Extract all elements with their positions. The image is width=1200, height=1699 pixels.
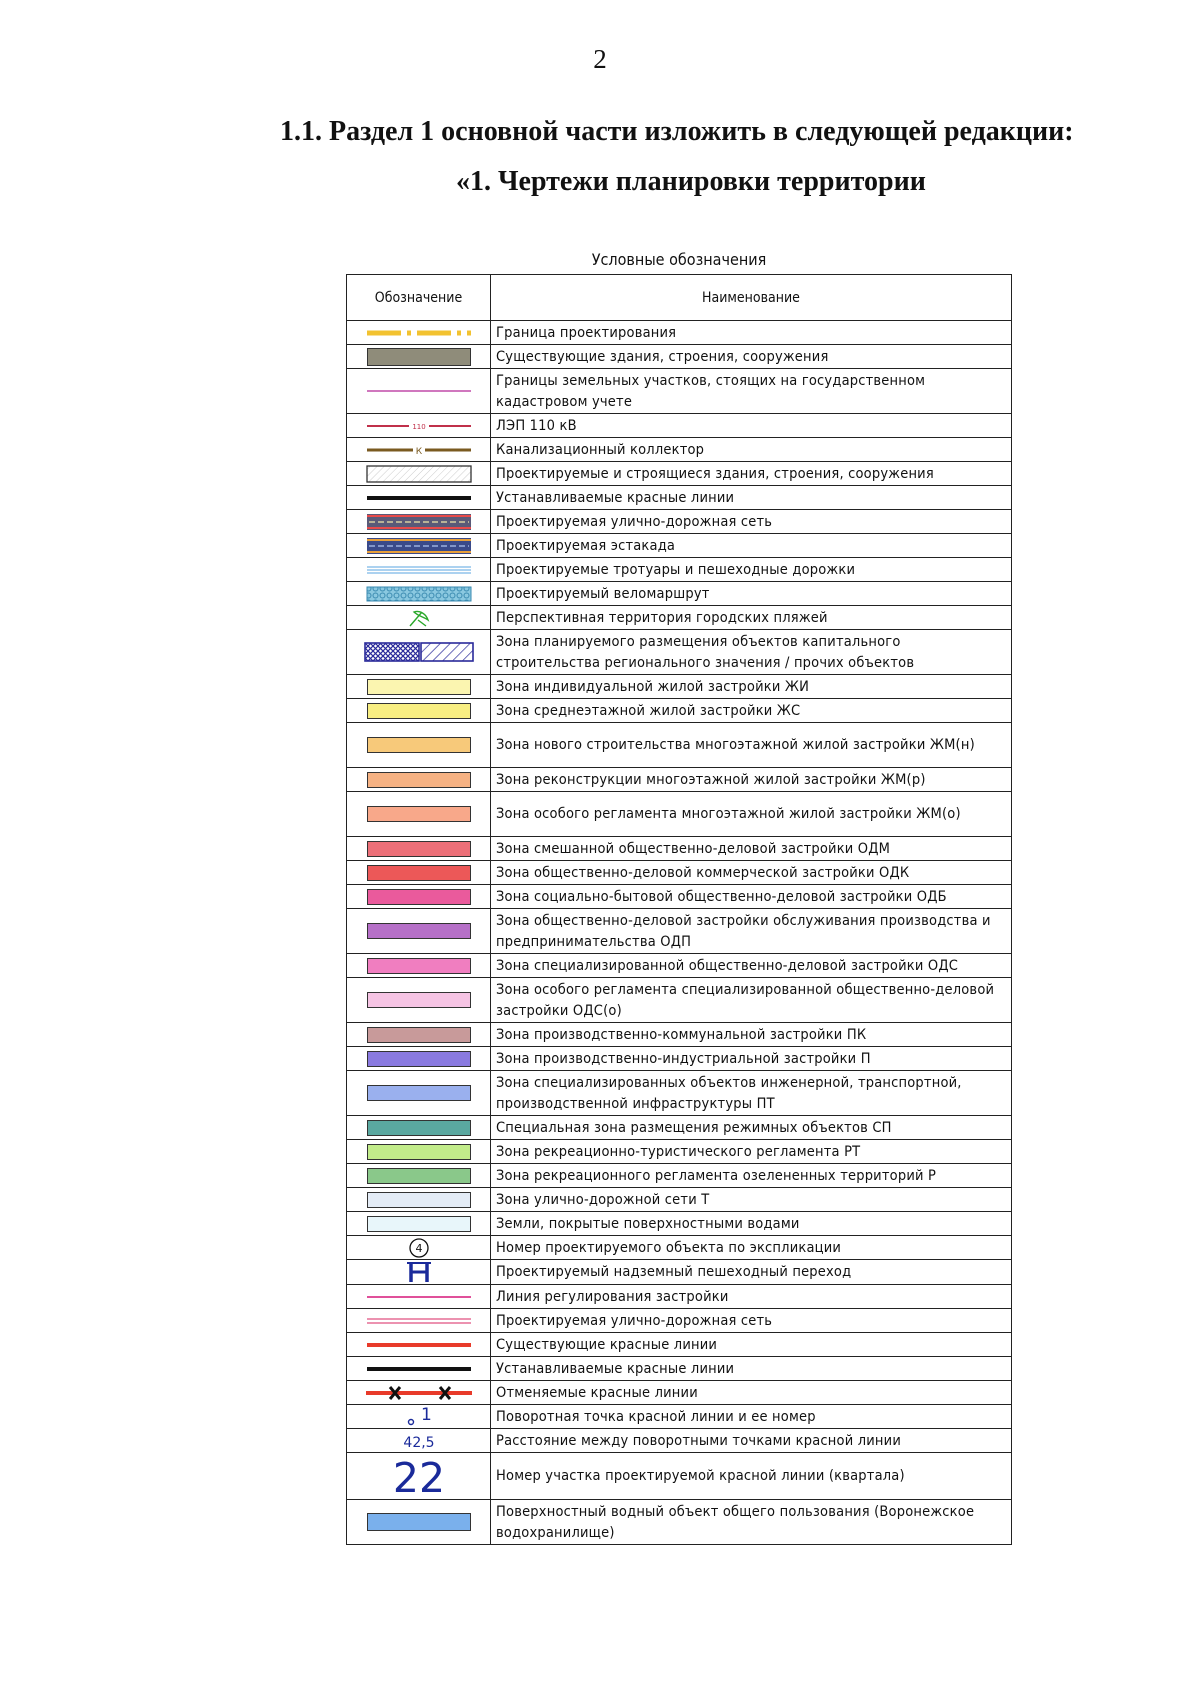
- legend-label: Зона производственно-индустриальной застройки П: [491, 1047, 1012, 1071]
- zone-color-swatch: [367, 958, 471, 974]
- legend-row: [347, 1453, 1012, 1500]
- legend-row: [347, 909, 1012, 954]
- legend-label: Поверхностный водный объект общего пользования (Воронежское водохранилище): [491, 1500, 1012, 1545]
- legend-label: Проектируемая улично-дорожная сеть: [491, 1309, 1012, 1333]
- legend-row: [347, 345, 1012, 369]
- legend-symbol-cell: [347, 462, 491, 486]
- legend-label: ЛЭП 110 кВ: [491, 414, 1012, 438]
- legend-symbol-cell: [347, 699, 491, 723]
- line-regulation-symbol: [365, 1292, 473, 1302]
- swatch-water-symbol: [367, 1513, 471, 1531]
- zone-color-swatch: [367, 1144, 471, 1160]
- legend-symbol-cell: [347, 1405, 491, 1429]
- legend-label: Зона социально-бытовой общественно-деловой застройки ОДБ: [491, 885, 1012, 909]
- pedestrian-bridge-icon: [404, 1260, 434, 1284]
- legend-label: Граница проектирования: [491, 321, 1012, 345]
- legend-row: [347, 534, 1012, 558]
- legend-row: [347, 462, 1012, 486]
- pattern-bike-symbol: [365, 585, 473, 603]
- legend-row: [347, 606, 1012, 630]
- legend-col-symbol: Обозначение: [347, 275, 491, 321]
- pattern-capital-symbol: [363, 641, 475, 663]
- boundary-dashed-yellow-symbol: [365, 326, 473, 340]
- legend-row: [347, 414, 1012, 438]
- zone-color-swatch: [367, 1120, 471, 1136]
- circled-number-symbol: [406, 1237, 432, 1259]
- legend-row: [347, 1500, 1012, 1545]
- legend-label: Линия регулирования застройки: [491, 1285, 1012, 1309]
- legend-symbol-cell: [347, 1236, 491, 1260]
- legend-row: [347, 1188, 1012, 1212]
- svg-text:4: 4: [415, 1241, 422, 1255]
- legend-row: [347, 885, 1012, 909]
- legend-table: [346, 274, 1012, 1545]
- swatch-projected-buildings-symbol: [365, 464, 473, 484]
- legend-row: [347, 861, 1012, 885]
- zone-color-swatch: [367, 737, 471, 753]
- legend-symbol-cell: [347, 1188, 491, 1212]
- legend-label: Канализационный коллектор: [491, 438, 1012, 462]
- legend-header-row: [347, 275, 1012, 321]
- legend-label: Отменяемые красные линии: [491, 1381, 1012, 1405]
- beach-icon: [404, 608, 434, 628]
- pattern-overpass-symbol: [365, 536, 473, 556]
- legend-label: Специальная зона размещения режимных объектов СП: [491, 1116, 1012, 1140]
- legend-row: [347, 1212, 1012, 1236]
- page-number: 2: [593, 44, 607, 74]
- legend-body: [347, 321, 1012, 1545]
- legend-row: [347, 699, 1012, 723]
- legend-label: Границы земельных участков, стоящих на государственном кадастровом учете: [491, 369, 1012, 414]
- distance-label-symbol: [394, 1431, 444, 1451]
- section-title: «1. Чертежи планировки территории: [456, 166, 926, 197]
- line-double-pink-symbol: [365, 1315, 473, 1327]
- legend-symbol-cell: [347, 321, 491, 345]
- zone-color-swatch: [367, 889, 471, 905]
- legend-label: Номер проектируемого объекта по экспликации: [491, 1236, 1012, 1260]
- line-sewer-symbol: [365, 444, 473, 456]
- zone-color-swatch: [367, 1216, 471, 1232]
- svg-text:110: 110: [411, 422, 426, 431]
- legend-row: [347, 1309, 1012, 1333]
- legend-row: [347, 978, 1012, 1023]
- legend-label: Зона производственно-коммунальной застройки ПК: [491, 1023, 1012, 1047]
- legend-symbol-cell: [347, 1453, 491, 1500]
- legend-symbol-cell: [347, 534, 491, 558]
- legend-symbol-cell: [347, 630, 491, 675]
- legend-col-name: Наименование: [491, 275, 1012, 321]
- zone-color-swatch: [367, 772, 471, 788]
- legend-symbol-cell: [347, 792, 491, 837]
- legend-label: Земли, покрытые поверхностными водами: [491, 1212, 1012, 1236]
- legend-symbol-cell: [347, 1164, 491, 1188]
- legend-label: Зона планируемого размещения объектов капитального строительства регионального значения / прочих объектов: [491, 630, 1012, 675]
- svg-text:К: К: [415, 446, 422, 456]
- legend-row: [347, 1140, 1012, 1164]
- legend-symbol-cell: [347, 606, 491, 630]
- legend-label: Зона улично-дорожной сети Т: [491, 1188, 1012, 1212]
- legend-symbol-cell: [347, 978, 491, 1023]
- legend-row: [347, 1357, 1012, 1381]
- legend-row: [347, 438, 1012, 462]
- legend-label: Устанавливаемые красные линии: [491, 486, 1012, 510]
- legend-label: Проектируемые и строящиеся здания, строения, сооружения: [491, 462, 1012, 486]
- legend-label: Зона индивидуальной жилой застройки ЖИ: [491, 675, 1012, 699]
- legend-label: Существующие красные линии: [491, 1333, 1012, 1357]
- legend-row: [347, 954, 1012, 978]
- legend-symbol-cell: [347, 1381, 491, 1405]
- legend-row: [347, 1164, 1012, 1188]
- zone-color-swatch: [367, 1168, 471, 1184]
- legend-symbol-cell: [347, 1023, 491, 1047]
- line-black-symbol: [365, 493, 473, 503]
- legend-symbol-cell: [347, 582, 491, 606]
- svg-text:1: 1: [420, 1405, 432, 1425]
- line-red-symbol: [365, 1340, 473, 1350]
- legend-label: Устанавливаемые красные линии: [491, 1357, 1012, 1381]
- legend-symbol-cell: [347, 1047, 491, 1071]
- turn-point-symbol: [399, 1406, 439, 1428]
- legend-symbol-cell: [347, 1357, 491, 1381]
- zone-color-swatch: [367, 806, 471, 822]
- legend-row: [347, 1285, 1012, 1309]
- legend-label: Расстояние между поворотными точками красной линии: [491, 1429, 1012, 1453]
- legend-symbol-cell: [347, 1429, 491, 1453]
- legend-label: Перспективная территория городских пляжей: [491, 606, 1012, 630]
- legend-row: [347, 558, 1012, 582]
- legend-row: [347, 369, 1012, 414]
- legend-label: Проектируемый веломаршрут: [491, 582, 1012, 606]
- legend-row: [347, 1071, 1012, 1116]
- legend-label: Зона общественно-деловой застройки обслуживания производства и предпринимательства ОДП: [491, 909, 1012, 954]
- legend-label: Проектируемая эстакада: [491, 534, 1012, 558]
- legend-symbol-cell: [347, 1309, 491, 1333]
- legend-row: [347, 1236, 1012, 1260]
- legend-row: [347, 723, 1012, 768]
- legend-symbol-cell: [347, 885, 491, 909]
- zone-color-swatch: [367, 1085, 471, 1101]
- legend-label: Зона специализированных объектов инженерной, транспортной, производственной инфраструктуры ПТ: [491, 1071, 1012, 1116]
- legend-symbol-cell: [347, 369, 491, 414]
- amendment-heading: 1.1. Раздел 1 основной части изложить в следующей редакции:: [280, 116, 1074, 147]
- legend-symbol-cell: [347, 438, 491, 462]
- legend-symbol-cell: [347, 558, 491, 582]
- svg-text:22: 22: [392, 1454, 445, 1498]
- legend-label: Зона особого регламента специализированной общественно-деловой застройки ОДС(о): [491, 978, 1012, 1023]
- legend-row: [347, 630, 1012, 675]
- line-cancelled-symbol: [364, 1383, 474, 1403]
- zone-color-swatch: [367, 679, 471, 695]
- legend-symbol-cell: [347, 909, 491, 954]
- legend-caption: Условные обозначения: [591, 250, 767, 269]
- legend-label: Проектируемая улично-дорожная сеть: [491, 510, 1012, 534]
- legend-row: [347, 486, 1012, 510]
- zone-color-swatch: [367, 1027, 471, 1043]
- legend-label: Зона реконструкции многоэтажной жилой застройки ЖМ(р): [491, 768, 1012, 792]
- legend-row: [347, 321, 1012, 345]
- legend-symbol-cell: [347, 1500, 491, 1545]
- legend-symbol-cell: [347, 768, 491, 792]
- legend-symbol-cell: [347, 675, 491, 699]
- legend-label: Зона рекреационно-туристического регламента РТ: [491, 1140, 1012, 1164]
- legend-symbol-cell: [347, 837, 491, 861]
- legend-symbol-cell: [347, 1260, 491, 1285]
- legend-row: [347, 1047, 1012, 1071]
- legend-label: Зона среднеэтажной жилой застройки ЖС: [491, 699, 1012, 723]
- line-black-symbol: [365, 1364, 473, 1374]
- line-sidewalk-symbol: [365, 563, 473, 577]
- legend-label: Поворотная точка красной линии и ее номер: [491, 1405, 1012, 1429]
- swatch-existing-buildings-symbol: [367, 348, 471, 366]
- legend-symbol-cell: [347, 1140, 491, 1164]
- legend-row: [347, 510, 1012, 534]
- line-power-symbol: [365, 420, 473, 432]
- legend-label: Зона смешанной общественно-деловой застройки ОДМ: [491, 837, 1012, 861]
- legend-row: [347, 1260, 1012, 1285]
- zone-color-swatch: [367, 865, 471, 881]
- legend-label: Номер участка проектируемой красной линии (квартала): [491, 1453, 1012, 1500]
- zone-color-swatch: [367, 923, 471, 939]
- legend-symbol-cell: [347, 510, 491, 534]
- zone-color-swatch: [367, 1051, 471, 1067]
- zone-color-swatch: [367, 1192, 471, 1208]
- legend-row: [347, 1023, 1012, 1047]
- legend-symbol-cell: [347, 723, 491, 768]
- plot-number-symbol: [389, 1454, 449, 1498]
- legend-row: [347, 675, 1012, 699]
- legend-label: Зона специализированной общественно-деловой застройки ОДС: [491, 954, 1012, 978]
- legend-symbol-cell: [347, 1071, 491, 1116]
- zone-color-swatch: [367, 992, 471, 1008]
- zone-color-swatch: [367, 841, 471, 857]
- legend-row: [347, 792, 1012, 837]
- legend-symbol-cell: [347, 1212, 491, 1236]
- legend-row: [347, 837, 1012, 861]
- legend-symbol-cell: [347, 1333, 491, 1357]
- legend-symbol-cell: [347, 954, 491, 978]
- legend-label: Зона общественно-деловой коммерческой застройки ОДК: [491, 861, 1012, 885]
- zone-color-swatch: [367, 703, 471, 719]
- legend-label: Зона особого регламента многоэтажной жилой застройки ЖМ(о): [491, 792, 1012, 837]
- legend-symbol-cell: [347, 1116, 491, 1140]
- legend-row: [347, 768, 1012, 792]
- legend-label: Зона нового строительства многоэтажной жилой застройки ЖМ(н): [491, 723, 1012, 768]
- legend-row: [347, 1333, 1012, 1357]
- legend-row: [347, 1405, 1012, 1429]
- legend-label: Зона рекреационного регламента озелененных территорий Р: [491, 1164, 1012, 1188]
- legend-symbol-cell: [347, 1285, 491, 1309]
- line-cadastral-symbol: [365, 386, 473, 396]
- legend-row: [347, 1381, 1012, 1405]
- legend-row: [347, 1116, 1012, 1140]
- legend-label: Проектируемые тротуары и пешеходные дорожки: [491, 558, 1012, 582]
- legend-label: Проектируемый надземный пешеходный переход: [491, 1260, 1012, 1285]
- legend-row: [347, 582, 1012, 606]
- legend-row: [347, 1429, 1012, 1453]
- legend-symbol-cell: [347, 345, 491, 369]
- legend-symbol-cell: [347, 486, 491, 510]
- legend-label: Существующие здания, строения, сооружения: [491, 345, 1012, 369]
- pattern-street-network-symbol: [365, 512, 473, 532]
- legend-symbol-cell: [347, 414, 491, 438]
- svg-text:42,5: 42,5: [402, 1434, 435, 1451]
- legend-symbol-cell: [347, 861, 491, 885]
